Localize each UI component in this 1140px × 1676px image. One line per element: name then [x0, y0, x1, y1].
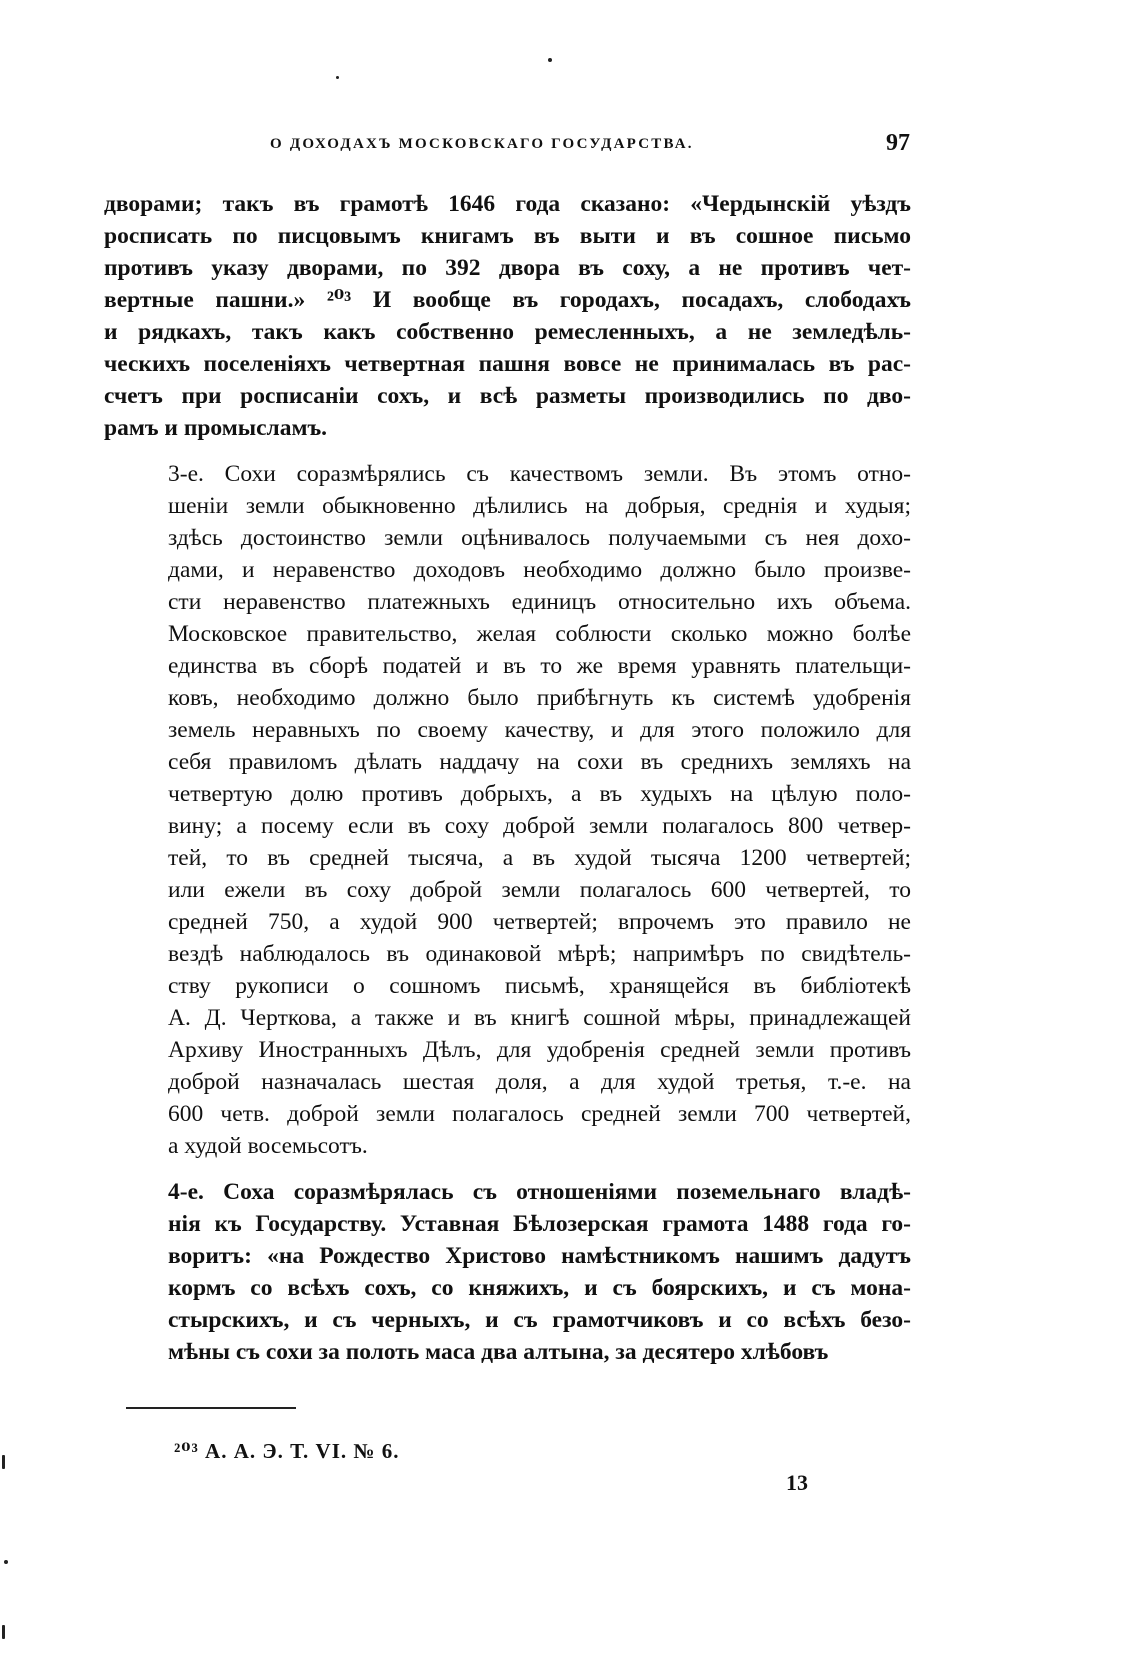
scan-speck: [336, 76, 339, 79]
page-number: 97: [886, 130, 910, 156]
text-line: дами, и неравенство доходовъ необходимо должно было произве-: [168, 557, 911, 583]
scan-speck: [548, 58, 552, 62]
text-line: здѣсь достоинство земли оцѣнивалось получаемыми съ нея дохо-: [168, 525, 911, 551]
paragraph-1: [104, 188, 911, 444]
text-line: Московское правительство, желая соблюсти сколько можно болѣе: [168, 621, 911, 647]
text-line: доброй назначалась шестая доля, а для худой третья, т.-е. на: [168, 1069, 911, 1095]
footnote-text: А. А. Э. Т. VI. № 6.: [205, 1439, 400, 1463]
text-line: а худой восемьсотъ.: [168, 1133, 368, 1159]
text-line: ству рукописи о сошномъ письмѣ, хранящейся въ библіотекѣ: [168, 973, 911, 999]
running-title: О ДОХОДАХЪ МОСКОВСКАГО ГОСУДАРСТВА.: [270, 136, 694, 152]
text-line: мѣны съ сохи за полоть маса два алтына, за десятеро хлѣбовъ: [168, 1339, 829, 1365]
scan-speck: [4, 1560, 8, 1564]
footnote-divider: [126, 1407, 296, 1409]
text-line: 600 четв. доброй земли полагалось средней земли 700 четвертей,: [168, 1101, 911, 1127]
footnote: [174, 1438, 399, 1464]
scan-speck: [2, 1625, 5, 1639]
text-line: нія къ Государству. Уставная Бѣлозерская грамота 1488 года го-: [168, 1211, 911, 1237]
footnote-marker: ²⁰³: [174, 1439, 199, 1463]
text-line: Архиву Иностранныхъ Дѣлъ, для удобренія средней земли противъ: [168, 1037, 911, 1063]
text-line: и рядкахъ, такъ какъ собственно ремесленныхъ, а не земледѣль-: [104, 319, 911, 345]
text-line: вертные пашни.» ²⁰³ И вообще въ городахъ, посадахъ, слободахъ: [104, 287, 911, 313]
text-line: себя правиломъ дѣлать наддачу на сохи въ среднихъ земляхъ на: [168, 749, 911, 775]
text-line: 3-е. Сохи соразмѣрялись съ качествомъ земли. Въ этомъ отно-: [168, 461, 911, 487]
signature-mark: 13: [786, 1470, 808, 1495]
text-line: или ежели въ соху доброй земли полагалось 600 четвертей, то: [168, 877, 911, 903]
text-line: шеніи земли обыкновенно дѣлились на добрыя, среднія и худыя;: [168, 493, 911, 519]
text-line: 4-е. Соха соразмѣрялась съ отношеніями поземельнаго владѣ-: [168, 1179, 911, 1205]
text-line: вездѣ наблюдалось въ одинаковой мѣрѣ; напримѣръ по свидѣтель-: [168, 941, 911, 967]
text-line: дворами; такъ въ грамотѣ 1646 года сказано: «Чердынскій уѣздъ: [104, 191, 911, 217]
scan-speck: [2, 1455, 5, 1469]
text-line: сти неравенство платежныхъ единицъ относительно ихъ объема.: [168, 589, 911, 615]
text-line: росписать по писцовымъ книгамъ въ выти и въ сошное письмо: [104, 223, 911, 249]
paragraph-2: [104, 458, 911, 1162]
page-header: [100, 130, 920, 160]
text-line: единства въ сборѣ податей и въ то же время уравнять плательщи-: [168, 653, 911, 679]
text-line: четвертую долю противъ добрыхъ, а въ худыхъ на цѣлую поло-: [168, 781, 911, 807]
text-line: ковъ, необходимо должно было прибѣгнуть къ системѣ удобренія: [168, 685, 911, 711]
text-line: средней 750, а худой 900 четвертей; впрочемъ это правило не: [168, 909, 911, 935]
text-line: ческихъ поселеніяхъ четвертная пашня вовсе не принималась въ рас-: [104, 351, 911, 377]
text-line: вину; а посему если въ соху доброй земли полагалось 800 четвер-: [168, 813, 911, 839]
text-line: счетъ при росписаніи сохъ, и всѣ разметы производились по дво-: [104, 383, 911, 409]
paragraph-3: [104, 1176, 911, 1368]
text-line: кормъ со всѣхъ сохъ, со княжихъ, и съ боярскихъ, и съ мона-: [168, 1275, 911, 1301]
body-text: [104, 188, 911, 1368]
text-line: А. Д. Черткова, а также и въ книгѣ сошной мѣры, принадлежащей: [168, 1005, 911, 1031]
text-line: воритъ: «на Рождество Христово намѣстникомъ нашимъ дадутъ: [168, 1243, 911, 1269]
text-line: противъ указу дворами, по 392 двора въ соху, а не противъ чет-: [104, 255, 911, 281]
text-line: тей, то въ средней тысяча, а въ худой тысяча 1200 четвертей;: [168, 845, 911, 871]
text-line: рамъ и промысламъ.: [104, 415, 328, 441]
text-line: земель неравныхъ по своему качеству, и для этого положило для: [168, 717, 911, 743]
text-line: стырскихъ, и съ черныхъ, и съ грамотчиковъ и со всѣхъ безо-: [168, 1307, 911, 1333]
